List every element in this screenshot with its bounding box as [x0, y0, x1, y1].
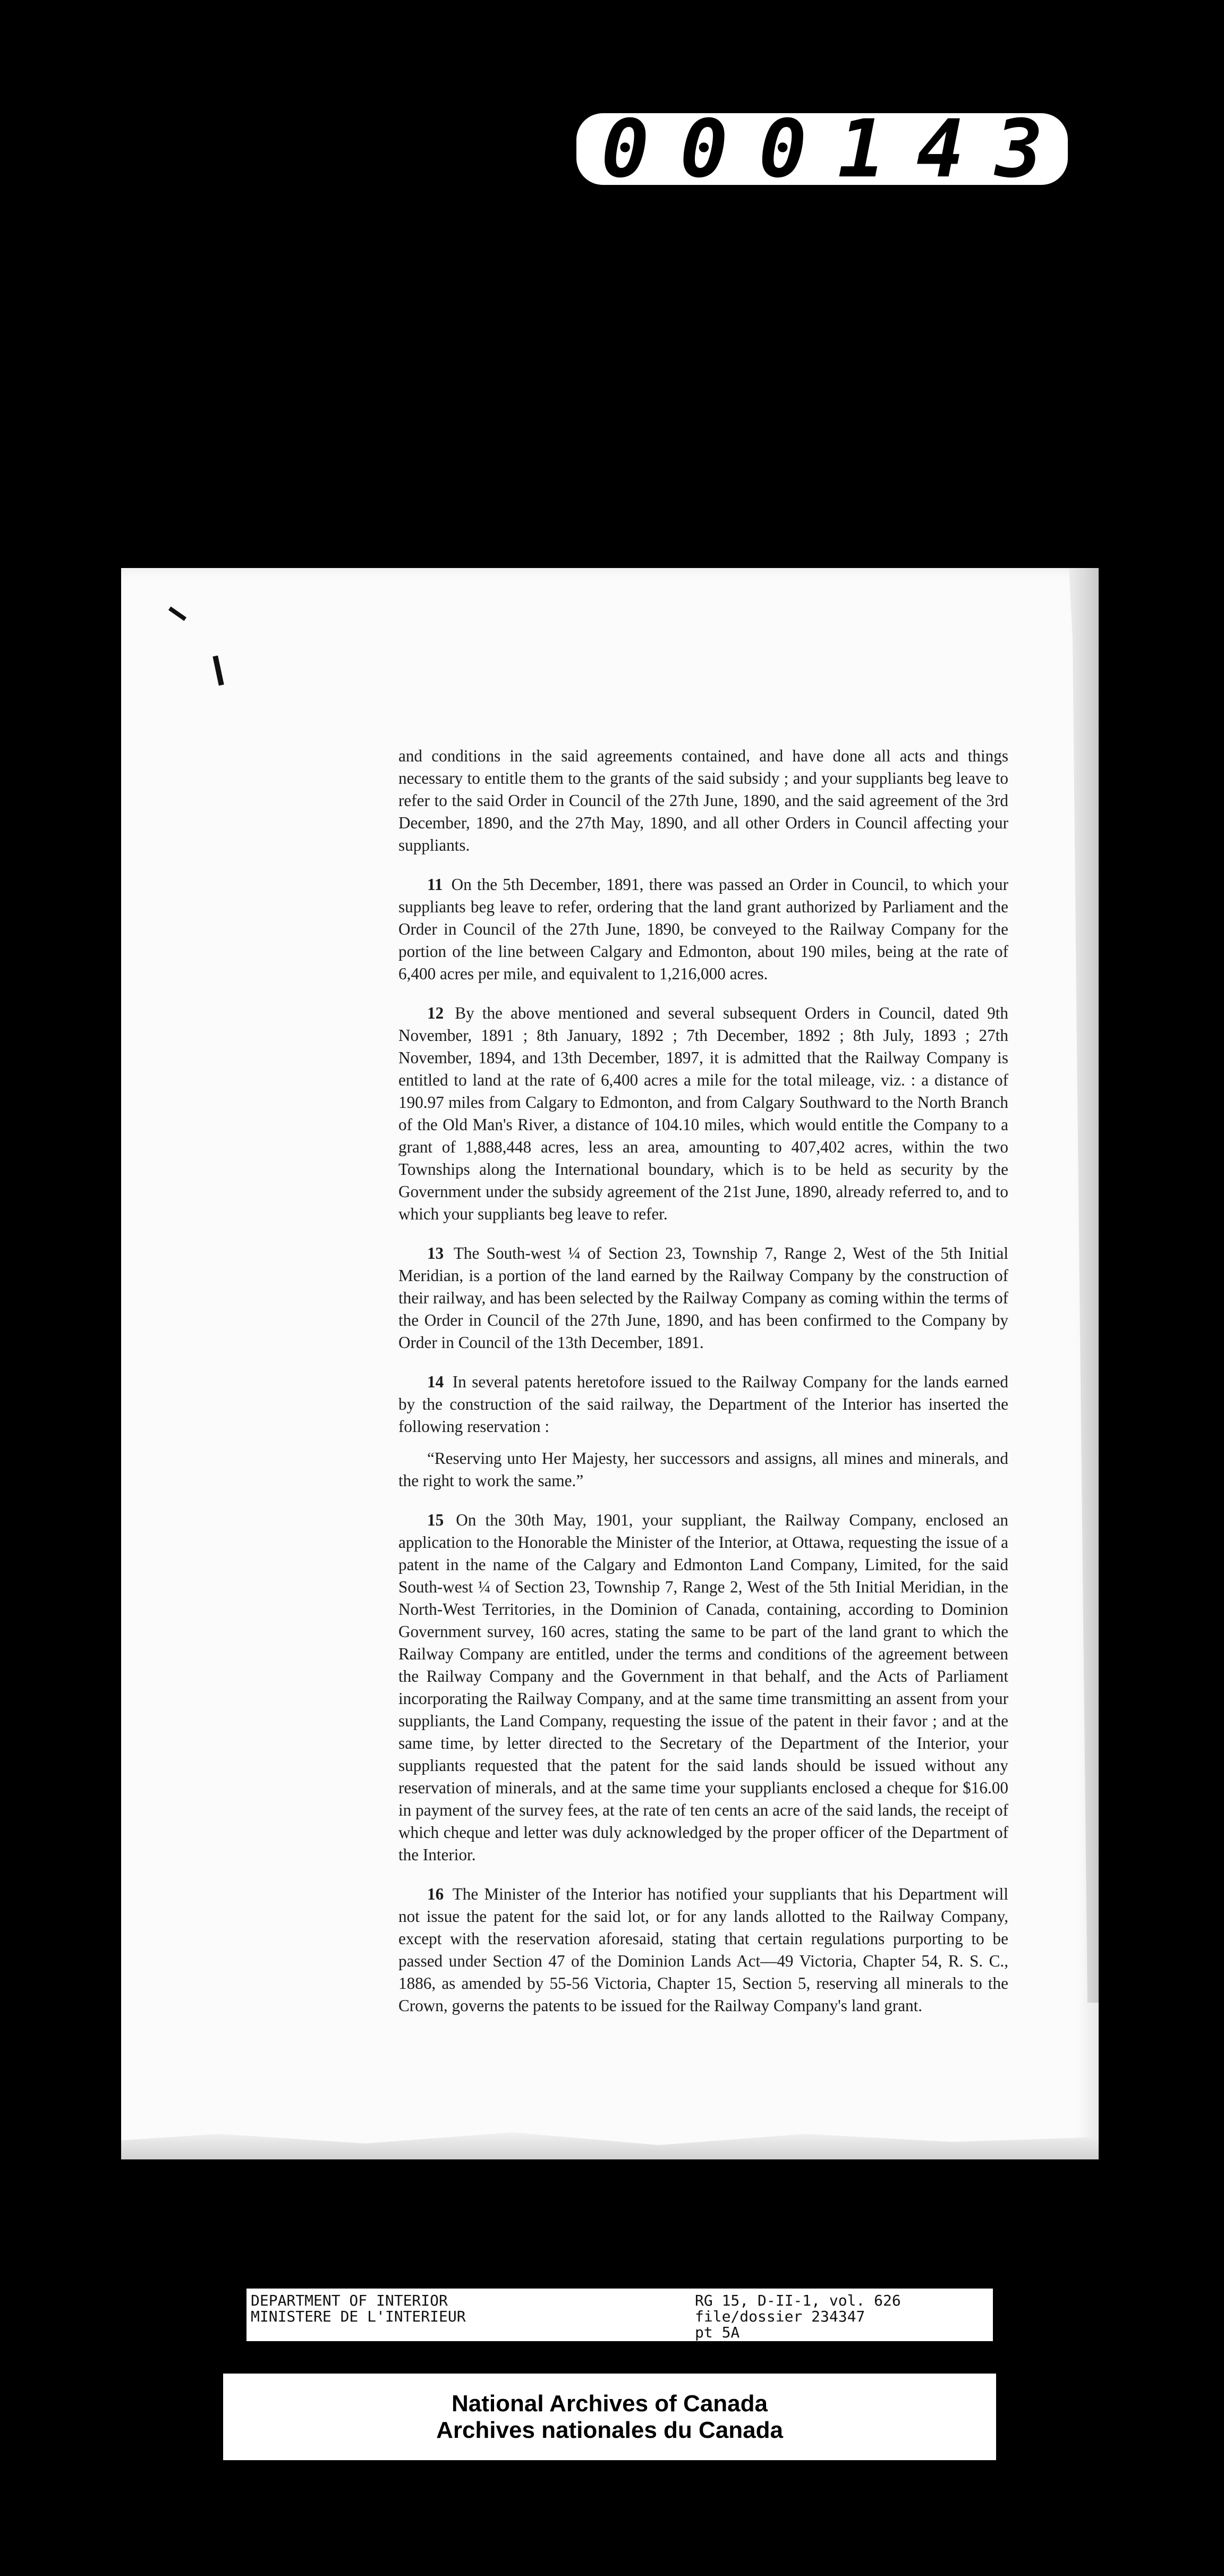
paragraph-number: 13: [427, 1244, 444, 1262]
page-torn-edge: [121, 2128, 1099, 2159]
reservation-quote: “Reserving unto Her Majesty, her successors and assigns, all mines and minerals, and the right to work the same.”: [398, 1449, 1008, 1490]
paragraph-text: The South-west ¼ of Section 23, Township 7, Range 2, West of the 5th Initial Meridian, is a portion of the land earned by the Railway Company by the construction of their railway, and has been selected by the Railway Company as coming within the terms of the Order in Council of the 27th June, 1890, and has been confirmed to the Company by Order in Council of the 13th December, 1891.: [398, 1244, 1008, 1352]
margin-mark: [168, 606, 186, 621]
frame-number-plate: [576, 103, 1074, 196]
paragraph-12: [398, 1002, 1008, 1225]
paragraph-16: [398, 1883, 1008, 2017]
paragraph-number: 15: [427, 1511, 444, 1529]
department-name: [251, 2293, 466, 2325]
paragraph-13: [398, 1242, 1008, 1354]
paragraph-number: 16: [427, 1885, 444, 1903]
document-text: [398, 745, 1008, 2034]
page-curl-edge: [1061, 568, 1099, 2003]
document-page: [121, 568, 1099, 2159]
paragraph-15: [398, 1509, 1008, 1866]
intro-paragraph: and conditions in the said agreements contained, and have done all acts and things necessary to entitle them to the grants of the said subsidy ; and your suppliants beg leave to refer to the said Order in Council of the 27th June, 1890, and the said agreement of the 3rd December, 1890, and the 27th May, 1890, and all other Orders in Council affecting your suppliants.: [398, 747, 1008, 854]
record-group: RG 15, D-II-1, vol. 626: [695, 2292, 901, 2309]
part-number: pt 5A: [695, 2324, 740, 2341]
department-fr: MINISTERE DE L'INTERIEUR: [251, 2308, 466, 2325]
paragraph-number: 11: [427, 875, 443, 894]
paragraph-text: In several patents heretofore issued to the Railway Company for the lands earned by the construction of the said railway, the Department of the Interior has inserted the following reservation :: [398, 1372, 1008, 1436]
paragraph-text: By the above mentioned and several subsequent Orders in Council, dated 9th November, 1891 ; 8th January, 1892 ; 7th December, 1892 ; 8th July, 1893 ; 27th November, 1894, and 13th December, 1897, it is admitted that the Railway Company is entitled to land at the rate of 6,400 acres a mile for the total mileage, viz. : a distance of 190.97 miles from Calgary to Edmonton, and from Calgary Southward to the North Branch of the Old Man's River, a distance of 104.10 miles, which would entitle the Company to a grant of 1,888,448 acres, less an area, amounting to 407,402 acres, within the two Townships along the International boundary, which is to be held as security by the Government under the subsidy agreement of the 21st June, 1890, already referred to, and to which your suppliants beg leave to refer.: [398, 1004, 1008, 1223]
banner-french: Archives nationales du Canada: [436, 2417, 783, 2443]
paragraph-text: On the 30th May, 1901, your suppliant, the Railway Company, enclosed an application to the Honorable the Minister of the Interior, at Ottawa, requesting the issue of a patent in the name of the Calgary and Edmonton Land Company, Limited, for the said South-west ¼ of Section 23, Township 7, Range 2, West of the 5th Initial Meridian, in the North-West Territories, in the Dominion of Canada, containing, according to Dominion Government survey, 160 acres, stating the same to be part of the land grant to which the Railway Company are entitled, under the terms and conditions of the agreement between the Railway Company and the Government in that behalf, and the Acts of Parliament incorporating the Railway Company, and at the same time transmitting an assent from your suppliants, the Land Company, requesting the issue of the patent in their favor ; and at the same time, by letter directed to the Secretary of the Department of the Interior, your suppliants requested that the patent for the said lands should be issued without any reservation of minerals, and at the same time your suppliants enclosed a cheque for $16.00 in payment of the survey fees, at the rate of ten cents an acre of the said lands, the receipt of which cheque and letter was duly acknowledged by the proper officer of the Department of the Interior.: [398, 1511, 1009, 1864]
paragraph-number: 12: [427, 1004, 444, 1022]
file-number: file/dossier 234347: [695, 2308, 865, 2325]
frame-number: 000143: [601, 103, 1074, 196]
archive-reference-label: [246, 2289, 993, 2341]
margin-mark: [212, 656, 224, 686]
paragraph-text: On the 5th December, 1891, there was passed an Order in Council, to which your suppliants beg leave to refer, ordering that the land grant authorized by Parliament and the Order in Council of the 27th June, 1890, be conveyed to the Railway Company for the portion of the line between Calgary and Edmonton, about 190 miles, being at the rate of 6,400 acres per mile, and equivalent to 1,216,000 acres.: [398, 875, 1008, 983]
banner-english: National Archives of Canada: [452, 2390, 768, 2417]
paragraph-number: 14: [427, 1372, 444, 1391]
paragraph-text: The Minister of the Interior has notified your suppliants that his Department will not issue the patent for the said lot, or for any lands allotted to the Railway Company, except with the reservation aforesaid, stating that certain regulations purporting to be passed under Section 47 of the Dominion Lands Act—49 Victoria, Chapter 54, R. S. C., 1886, as amended by 55-56 Victoria, Chapter 15, Section 5, reserving all minerals to the Crown, governs the patents to be issued for the Railway Company's land grant.: [398, 1885, 1009, 2015]
department-en: DEPARTMENT OF INTERIOR: [251, 2292, 448, 2309]
record-reference: [695, 2293, 901, 2341]
archives-banner: [223, 2374, 996, 2460]
paragraph-11: [398, 874, 1008, 985]
paragraph-14: [398, 1371, 1008, 1438]
